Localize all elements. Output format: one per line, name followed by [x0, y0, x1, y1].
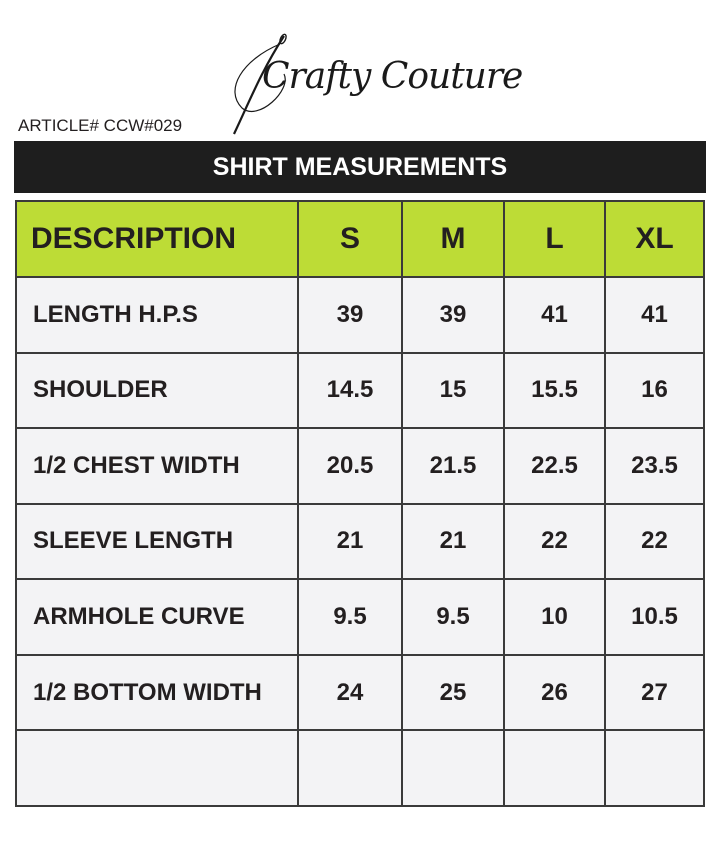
column-header-xl: XL [605, 201, 704, 277]
column-header-description: DESCRIPTION [16, 201, 298, 277]
table-row-empty [16, 730, 704, 806]
row-label: 1/2 CHEST WIDTH [16, 428, 298, 504]
cell-value [298, 730, 402, 806]
cell-value: 41 [605, 277, 704, 353]
cell-value: 21.5 [402, 428, 504, 504]
column-header-l: L [504, 201, 605, 277]
table-row [16, 428, 704, 504]
table-row [16, 353, 704, 429]
cell-value: 25 [402, 655, 504, 731]
article-number: ARTICLE# CCW#029 [18, 116, 183, 135]
cell-value: 39 [298, 277, 402, 353]
cell-value: 39 [402, 277, 504, 353]
table-row [16, 504, 704, 580]
cell-value [402, 730, 504, 806]
cell-value: 14.5 [298, 353, 402, 429]
cell-value: 41 [504, 277, 605, 353]
cell-value: 9.5 [298, 579, 402, 655]
row-label: ARMHOLE CURVE [16, 579, 298, 655]
cell-value: 15 [402, 353, 504, 429]
table-row [16, 579, 704, 655]
cell-value: 21 [298, 504, 402, 580]
brand-name: Crafty Couture [262, 56, 523, 97]
cell-value: 27 [605, 655, 704, 731]
cell-value: 10.5 [605, 579, 704, 655]
cell-value: 20.5 [298, 428, 402, 504]
cell-value [504, 730, 605, 806]
row-label: SHOULDER [16, 353, 298, 429]
row-label [16, 730, 298, 806]
row-label: 1/2 BOTTOM WIDTH [16, 655, 298, 731]
column-header-s: S [298, 201, 402, 277]
brand-logo [222, 30, 523, 140]
cell-value [605, 730, 704, 806]
column-header-m: M [402, 201, 504, 277]
cell-value: 15.5 [504, 353, 605, 429]
title-banner [14, 141, 706, 193]
cell-value: 23.5 [605, 428, 704, 504]
cell-value: 24 [298, 655, 402, 731]
cell-value: 16 [605, 353, 704, 429]
cell-value: 26 [504, 655, 605, 731]
row-label: LENGTH H.P.S [16, 277, 298, 353]
cell-value: 22 [504, 504, 605, 580]
banner-title: SHIRT MEASUREMENTS [212, 152, 508, 181]
cell-value: 22 [605, 504, 704, 580]
measurements-table [15, 200, 705, 807]
cell-value: 10 [504, 579, 605, 655]
table-row [16, 655, 704, 731]
table-row [16, 277, 704, 353]
header-row [16, 201, 704, 277]
row-label: SLEEVE LENGTH [16, 504, 298, 580]
cell-value: 22.5 [504, 428, 605, 504]
cell-value: 9.5 [402, 579, 504, 655]
cell-value: 21 [402, 504, 504, 580]
